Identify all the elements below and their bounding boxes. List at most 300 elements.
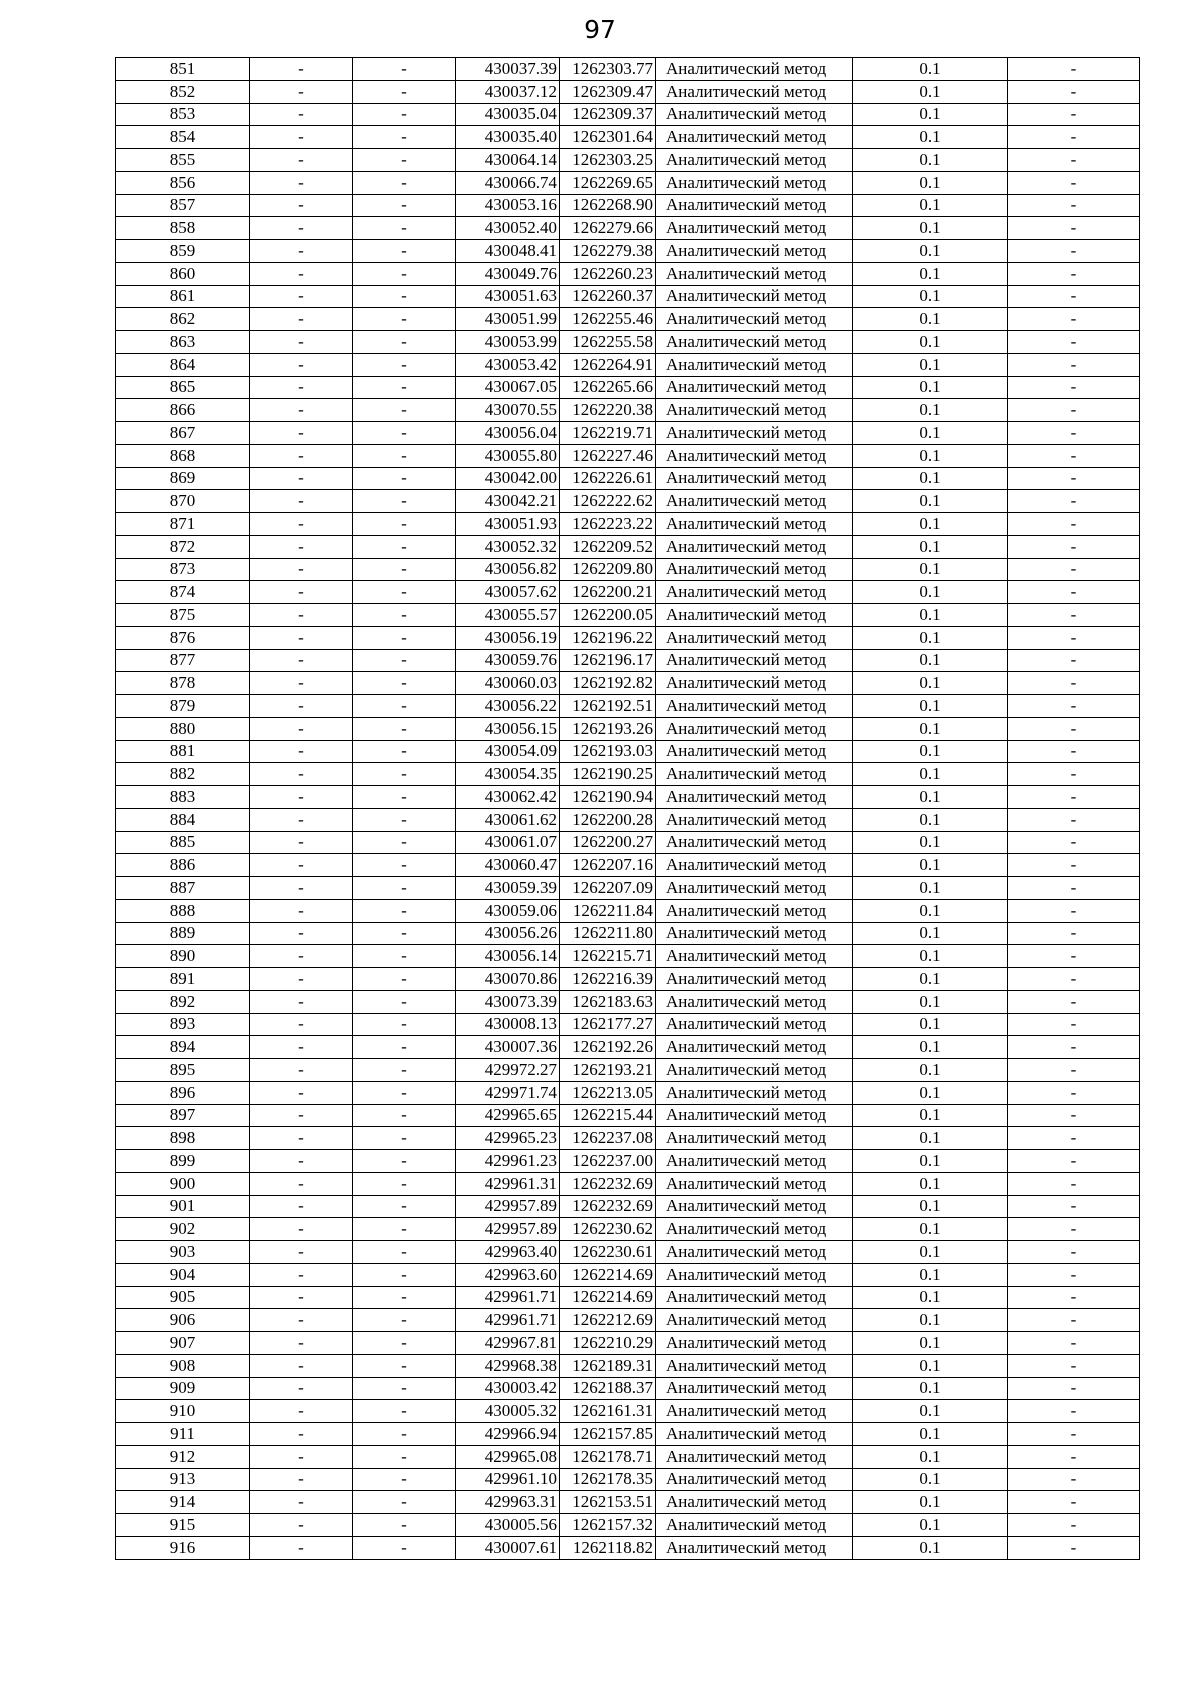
x-coordinate-cell: 430061.62 xyxy=(456,808,560,831)
accuracy-cell: 0.1 xyxy=(853,1081,1008,1104)
x-coordinate-cell: 430055.80 xyxy=(456,444,560,467)
cell-col-2: - xyxy=(250,604,353,627)
x-coordinate-cell: 430008.13 xyxy=(456,1013,560,1036)
point-number-cell: 899 xyxy=(116,1150,250,1173)
cell-col-8: - xyxy=(1008,1127,1140,1150)
cell-col-3: - xyxy=(353,194,456,217)
point-number-cell: 916 xyxy=(116,1536,250,1559)
table-row xyxy=(116,808,1140,831)
accuracy-cell: 0.1 xyxy=(853,467,1008,490)
point-number-cell: 892 xyxy=(116,990,250,1013)
accuracy-cell: 0.1 xyxy=(853,1309,1008,1332)
cell-col-2: - xyxy=(250,1218,353,1241)
table-row xyxy=(116,990,1140,1013)
y-coordinate-cell: 1262265.66 xyxy=(560,376,656,399)
x-coordinate-cell: 430059.39 xyxy=(456,877,560,900)
accuracy-cell: 0.1 xyxy=(853,1241,1008,1264)
y-coordinate-cell: 1262309.47 xyxy=(560,80,656,103)
method-cell: Аналитический метод xyxy=(656,1491,853,1514)
point-number-cell: 854 xyxy=(116,126,250,149)
x-coordinate-cell: 430054.35 xyxy=(456,763,560,786)
cell-col-3: - xyxy=(353,240,456,263)
x-coordinate-cell: 430051.93 xyxy=(456,513,560,536)
accuracy-cell: 0.1 xyxy=(853,1400,1008,1423)
table-row xyxy=(116,695,1140,718)
accuracy-cell: 0.1 xyxy=(853,1332,1008,1355)
cell-col-3: - xyxy=(353,990,456,1013)
cell-col-3: - xyxy=(353,353,456,376)
table-row xyxy=(116,240,1140,263)
cell-col-8: - xyxy=(1008,1036,1140,1059)
point-number-cell: 904 xyxy=(116,1263,250,1286)
y-coordinate-cell: 1262209.52 xyxy=(560,535,656,558)
x-coordinate-cell: 430037.12 xyxy=(456,80,560,103)
point-number-cell: 905 xyxy=(116,1286,250,1309)
point-number-cell: 891 xyxy=(116,968,250,991)
method-cell: Аналитический метод xyxy=(656,1104,853,1127)
accuracy-cell: 0.1 xyxy=(853,308,1008,331)
method-cell: Аналитический метод xyxy=(656,467,853,490)
cell-col-3: - xyxy=(353,1263,456,1286)
x-coordinate-cell: 430042.21 xyxy=(456,490,560,513)
cell-col-2: - xyxy=(250,1309,353,1332)
accuracy-cell: 0.1 xyxy=(853,217,1008,240)
accuracy-cell: 0.1 xyxy=(853,740,1008,763)
table-row xyxy=(116,581,1140,604)
accuracy-cell: 0.1 xyxy=(853,649,1008,672)
y-coordinate-cell: 1262213.05 xyxy=(560,1081,656,1104)
y-coordinate-cell: 1262190.94 xyxy=(560,786,656,809)
table-row xyxy=(116,1036,1140,1059)
cell-col-2: - xyxy=(250,581,353,604)
x-coordinate-cell: 430056.26 xyxy=(456,922,560,945)
method-cell: Аналитический метод xyxy=(656,240,853,263)
y-coordinate-cell: 1262279.38 xyxy=(560,240,656,263)
cell-col-2: - xyxy=(250,1263,353,1286)
method-cell: Аналитический метод xyxy=(656,1332,853,1355)
accuracy-cell: 0.1 xyxy=(853,899,1008,922)
y-coordinate-cell: 1262215.71 xyxy=(560,945,656,968)
cell-col-3: - xyxy=(353,1377,456,1400)
cell-col-3: - xyxy=(353,513,456,536)
table-row xyxy=(116,399,1140,422)
accuracy-cell: 0.1 xyxy=(853,968,1008,991)
cell-col-2: - xyxy=(250,171,353,194)
cell-col-8: - xyxy=(1008,1059,1140,1082)
cell-col-2: - xyxy=(250,945,353,968)
table-row xyxy=(116,490,1140,513)
point-number-cell: 851 xyxy=(116,58,250,81)
method-cell: Аналитический метод xyxy=(656,1218,853,1241)
cell-col-2: - xyxy=(250,877,353,900)
cell-col-3: - xyxy=(353,581,456,604)
point-number-cell: 896 xyxy=(116,1081,250,1104)
cell-col-2: - xyxy=(250,308,353,331)
method-cell: Аналитический метод xyxy=(656,717,853,740)
cell-col-3: - xyxy=(353,217,456,240)
cell-col-3: - xyxy=(353,1127,456,1150)
cell-col-8: - xyxy=(1008,877,1140,900)
y-coordinate-cell: 1262227.46 xyxy=(560,444,656,467)
table-row xyxy=(116,1445,1140,1468)
cell-col-2: - xyxy=(250,467,353,490)
accuracy-cell: 0.1 xyxy=(853,535,1008,558)
y-coordinate-cell: 1262237.08 xyxy=(560,1127,656,1150)
cell-col-2: - xyxy=(250,1400,353,1423)
x-coordinate-cell: 429971.74 xyxy=(456,1081,560,1104)
point-number-cell: 867 xyxy=(116,422,250,445)
table-row xyxy=(116,922,1140,945)
point-number-cell: 886 xyxy=(116,854,250,877)
x-coordinate-cell: 430056.22 xyxy=(456,695,560,718)
point-number-cell: 906 xyxy=(116,1309,250,1332)
x-coordinate-cell: 430005.56 xyxy=(456,1514,560,1537)
table-row xyxy=(116,786,1140,809)
method-cell: Аналитический метод xyxy=(656,604,853,627)
cell-col-8: - xyxy=(1008,649,1140,672)
cell-col-3: - xyxy=(353,558,456,581)
accuracy-cell: 0.1 xyxy=(853,422,1008,445)
cell-col-8: - xyxy=(1008,353,1140,376)
cell-col-8: - xyxy=(1008,1172,1140,1195)
point-number-cell: 869 xyxy=(116,467,250,490)
cell-col-8: - xyxy=(1008,535,1140,558)
method-cell: Аналитический метод xyxy=(656,513,853,536)
point-number-cell: 889 xyxy=(116,922,250,945)
point-number-cell: 887 xyxy=(116,877,250,900)
cell-col-3: - xyxy=(353,1445,456,1468)
cell-col-3: - xyxy=(353,1241,456,1264)
y-coordinate-cell: 1262200.27 xyxy=(560,831,656,854)
cell-col-3: - xyxy=(353,717,456,740)
method-cell: Аналитический метод xyxy=(656,331,853,354)
method-cell: Аналитический метод xyxy=(656,1241,853,1264)
x-coordinate-cell: 430073.39 xyxy=(456,990,560,1013)
point-number-cell: 894 xyxy=(116,1036,250,1059)
method-cell: Аналитический метод xyxy=(656,990,853,1013)
table-row xyxy=(116,262,1140,285)
accuracy-cell: 0.1 xyxy=(853,240,1008,263)
x-coordinate-cell: 429963.40 xyxy=(456,1241,560,1264)
cell-col-8: - xyxy=(1008,1286,1140,1309)
cell-col-8: - xyxy=(1008,308,1140,331)
cell-col-8: - xyxy=(1008,1195,1140,1218)
x-coordinate-cell: 430053.42 xyxy=(456,353,560,376)
cell-col-3: - xyxy=(353,854,456,877)
accuracy-cell: 0.1 xyxy=(853,1514,1008,1537)
method-cell: Аналитический метод xyxy=(656,1150,853,1173)
cell-col-8: - xyxy=(1008,604,1140,627)
cell-col-3: - xyxy=(353,331,456,354)
point-number-cell: 877 xyxy=(116,649,250,672)
y-coordinate-cell: 1262153.51 xyxy=(560,1491,656,1514)
method-cell: Аналитический метод xyxy=(656,217,853,240)
point-number-cell: 881 xyxy=(116,740,250,763)
x-coordinate-cell: 430007.61 xyxy=(456,1536,560,1559)
x-coordinate-cell: 429961.23 xyxy=(456,1150,560,1173)
y-coordinate-cell: 1262192.82 xyxy=(560,672,656,695)
accuracy-cell: 0.1 xyxy=(853,1536,1008,1559)
point-number-cell: 858 xyxy=(116,217,250,240)
cell-col-8: - xyxy=(1008,922,1140,945)
table-row xyxy=(116,1514,1140,1537)
point-number-cell: 893 xyxy=(116,1013,250,1036)
cell-col-8: - xyxy=(1008,899,1140,922)
x-coordinate-cell: 429963.31 xyxy=(456,1491,560,1514)
cell-col-2: - xyxy=(250,1013,353,1036)
cell-col-3: - xyxy=(353,626,456,649)
x-coordinate-cell: 430037.39 xyxy=(456,58,560,81)
cell-col-8: - xyxy=(1008,717,1140,740)
method-cell: Аналитический метод xyxy=(656,763,853,786)
cell-col-8: - xyxy=(1008,1309,1140,1332)
cell-col-2: - xyxy=(250,1241,353,1264)
point-number-cell: 853 xyxy=(116,103,250,126)
point-number-cell: 898 xyxy=(116,1127,250,1150)
y-coordinate-cell: 1262268.90 xyxy=(560,194,656,217)
x-coordinate-cell: 430005.32 xyxy=(456,1400,560,1423)
method-cell: Аналитический метод xyxy=(656,1354,853,1377)
table-row xyxy=(116,285,1140,308)
x-coordinate-cell: 430060.47 xyxy=(456,854,560,877)
cell-col-2: - xyxy=(250,672,353,695)
point-number-cell: 859 xyxy=(116,240,250,263)
method-cell: Аналитический метод xyxy=(656,1536,853,1559)
cell-col-8: - xyxy=(1008,103,1140,126)
accuracy-cell: 0.1 xyxy=(853,922,1008,945)
y-coordinate-cell: 1262193.03 xyxy=(560,740,656,763)
cell-col-8: - xyxy=(1008,217,1140,240)
method-cell: Аналитический метод xyxy=(656,968,853,991)
point-number-cell: 852 xyxy=(116,80,250,103)
cell-col-2: - xyxy=(250,331,353,354)
point-number-cell: 888 xyxy=(116,899,250,922)
cell-col-2: - xyxy=(250,149,353,172)
point-number-cell: 866 xyxy=(116,399,250,422)
y-coordinate-cell: 1262216.39 xyxy=(560,968,656,991)
accuracy-cell: 0.1 xyxy=(853,1150,1008,1173)
cell-col-2: - xyxy=(250,990,353,1013)
table-row xyxy=(116,444,1140,467)
x-coordinate-cell: 430059.06 xyxy=(456,899,560,922)
cell-col-8: - xyxy=(1008,1468,1140,1491)
accuracy-cell: 0.1 xyxy=(853,1036,1008,1059)
method-cell: Аналитический метод xyxy=(656,149,853,172)
x-coordinate-cell: 429961.71 xyxy=(456,1309,560,1332)
accuracy-cell: 0.1 xyxy=(853,695,1008,718)
point-number-cell: 883 xyxy=(116,786,250,809)
accuracy-cell: 0.1 xyxy=(853,444,1008,467)
accuracy-cell: 0.1 xyxy=(853,285,1008,308)
x-coordinate-cell: 429972.27 xyxy=(456,1059,560,1082)
table-row xyxy=(116,1332,1140,1355)
x-coordinate-cell: 429967.81 xyxy=(456,1332,560,1355)
point-number-cell: 903 xyxy=(116,1241,250,1264)
accuracy-cell: 0.1 xyxy=(853,353,1008,376)
y-coordinate-cell: 1262309.37 xyxy=(560,103,656,126)
point-number-cell: 900 xyxy=(116,1172,250,1195)
cell-col-3: - xyxy=(353,285,456,308)
y-coordinate-cell: 1262260.23 xyxy=(560,262,656,285)
accuracy-cell: 0.1 xyxy=(853,1218,1008,1241)
cell-col-8: - xyxy=(1008,1013,1140,1036)
cell-col-3: - xyxy=(353,399,456,422)
cell-col-2: - xyxy=(250,1286,353,1309)
accuracy-cell: 0.1 xyxy=(853,1104,1008,1127)
y-coordinate-cell: 1262210.29 xyxy=(560,1332,656,1355)
table-row xyxy=(116,945,1140,968)
cell-col-2: - xyxy=(250,240,353,263)
cell-col-3: - xyxy=(353,535,456,558)
accuracy-cell: 0.1 xyxy=(853,1127,1008,1150)
cell-col-3: - xyxy=(353,672,456,695)
method-cell: Аналитический метод xyxy=(656,376,853,399)
cell-col-3: - xyxy=(353,1036,456,1059)
cell-col-8: - xyxy=(1008,786,1140,809)
y-coordinate-cell: 1262222.62 xyxy=(560,490,656,513)
cell-col-8: - xyxy=(1008,285,1140,308)
accuracy-cell: 0.1 xyxy=(853,1445,1008,1468)
point-number-cell: 873 xyxy=(116,558,250,581)
method-cell: Аналитический метод xyxy=(656,877,853,900)
table-row xyxy=(116,740,1140,763)
x-coordinate-cell: 430035.04 xyxy=(456,103,560,126)
method-cell: Аналитический метод xyxy=(656,308,853,331)
cell-col-8: - xyxy=(1008,968,1140,991)
cell-col-3: - xyxy=(353,80,456,103)
table-row xyxy=(116,217,1140,240)
x-coordinate-cell: 430052.32 xyxy=(456,535,560,558)
cell-col-2: - xyxy=(250,626,353,649)
table-row xyxy=(116,1195,1140,1218)
cell-col-3: - xyxy=(353,604,456,627)
cell-col-2: - xyxy=(250,740,353,763)
x-coordinate-cell: 430056.15 xyxy=(456,717,560,740)
point-number-cell: 912 xyxy=(116,1445,250,1468)
point-number-cell: 872 xyxy=(116,535,250,558)
table-row xyxy=(116,1309,1140,1332)
y-coordinate-cell: 1262200.28 xyxy=(560,808,656,831)
cell-col-8: - xyxy=(1008,331,1140,354)
cell-col-3: - xyxy=(353,58,456,81)
x-coordinate-cell: 429965.08 xyxy=(456,1445,560,1468)
y-coordinate-cell: 1262237.00 xyxy=(560,1150,656,1173)
table-row xyxy=(116,103,1140,126)
x-coordinate-cell: 430053.99 xyxy=(456,331,560,354)
cell-col-3: - xyxy=(353,444,456,467)
cell-col-2: - xyxy=(250,831,353,854)
table-body xyxy=(116,58,1140,1560)
point-number-cell: 911 xyxy=(116,1423,250,1446)
x-coordinate-cell: 429966.94 xyxy=(456,1423,560,1446)
cell-col-8: - xyxy=(1008,58,1140,81)
cell-col-8: - xyxy=(1008,808,1140,831)
point-number-cell: 880 xyxy=(116,717,250,740)
point-number-cell: 860 xyxy=(116,262,250,285)
x-coordinate-cell: 430061.07 xyxy=(456,831,560,854)
point-number-cell: 915 xyxy=(116,1514,250,1537)
cell-col-3: - xyxy=(353,1400,456,1423)
cell-col-8: - xyxy=(1008,1150,1140,1173)
cell-col-2: - xyxy=(250,968,353,991)
method-cell: Аналитический метод xyxy=(656,808,853,831)
cell-col-3: - xyxy=(353,1332,456,1355)
table-row xyxy=(116,1536,1140,1559)
point-number-cell: 909 xyxy=(116,1377,250,1400)
x-coordinate-cell: 430064.14 xyxy=(456,149,560,172)
cell-col-2: - xyxy=(250,1491,353,1514)
y-coordinate-cell: 1262207.16 xyxy=(560,854,656,877)
table-row xyxy=(116,149,1140,172)
table-row xyxy=(116,80,1140,103)
accuracy-cell: 0.1 xyxy=(853,1491,1008,1514)
table-row xyxy=(116,1354,1140,1377)
table-row xyxy=(116,968,1140,991)
point-number-cell: 901 xyxy=(116,1195,250,1218)
method-cell: Аналитический метод xyxy=(656,1127,853,1150)
cell-col-8: - xyxy=(1008,1218,1140,1241)
x-coordinate-cell: 430051.99 xyxy=(456,308,560,331)
y-coordinate-cell: 1262214.69 xyxy=(560,1286,656,1309)
accuracy-cell: 0.1 xyxy=(853,626,1008,649)
cell-col-2: - xyxy=(250,353,353,376)
cell-col-2: - xyxy=(250,922,353,945)
cell-col-3: - xyxy=(353,1195,456,1218)
y-coordinate-cell: 1262161.31 xyxy=(560,1400,656,1423)
point-number-cell: 885 xyxy=(116,831,250,854)
table-row xyxy=(116,422,1140,445)
y-coordinate-cell: 1262183.63 xyxy=(560,990,656,1013)
cell-col-8: - xyxy=(1008,1104,1140,1127)
cell-col-3: - xyxy=(353,103,456,126)
cell-col-2: - xyxy=(250,1195,353,1218)
cell-col-3: - xyxy=(353,1081,456,1104)
cell-col-3: - xyxy=(353,422,456,445)
point-number-cell: 863 xyxy=(116,331,250,354)
y-coordinate-cell: 1262226.61 xyxy=(560,467,656,490)
cell-col-2: - xyxy=(250,1354,353,1377)
x-coordinate-cell: 430054.09 xyxy=(456,740,560,763)
accuracy-cell: 0.1 xyxy=(853,262,1008,285)
accuracy-cell: 0.1 xyxy=(853,831,1008,854)
accuracy-cell: 0.1 xyxy=(853,604,1008,627)
cell-col-8: - xyxy=(1008,1332,1140,1355)
x-coordinate-cell: 430051.63 xyxy=(456,285,560,308)
method-cell: Аналитический метод xyxy=(656,672,853,695)
point-number-cell: 861 xyxy=(116,285,250,308)
coordinates-table xyxy=(115,57,1140,1560)
x-coordinate-cell: 429961.71 xyxy=(456,1286,560,1309)
method-cell: Аналитический метод xyxy=(656,1081,853,1104)
y-coordinate-cell: 1262264.91 xyxy=(560,353,656,376)
cell-col-3: - xyxy=(353,831,456,854)
y-coordinate-cell: 1262178.71 xyxy=(560,1445,656,1468)
cell-col-3: - xyxy=(353,1013,456,1036)
point-number-cell: 865 xyxy=(116,376,250,399)
table-row xyxy=(116,1400,1140,1423)
x-coordinate-cell: 430055.57 xyxy=(456,604,560,627)
method-cell: Аналитический метод xyxy=(656,58,853,81)
method-cell: Аналитический метод xyxy=(656,1400,853,1423)
cell-col-8: - xyxy=(1008,1377,1140,1400)
x-coordinate-cell: 430067.05 xyxy=(456,376,560,399)
accuracy-cell: 0.1 xyxy=(853,581,1008,604)
method-cell: Аналитический метод xyxy=(656,535,853,558)
cell-col-3: - xyxy=(353,808,456,831)
cell-col-8: - xyxy=(1008,1081,1140,1104)
cell-col-3: - xyxy=(353,1286,456,1309)
cell-col-3: - xyxy=(353,376,456,399)
